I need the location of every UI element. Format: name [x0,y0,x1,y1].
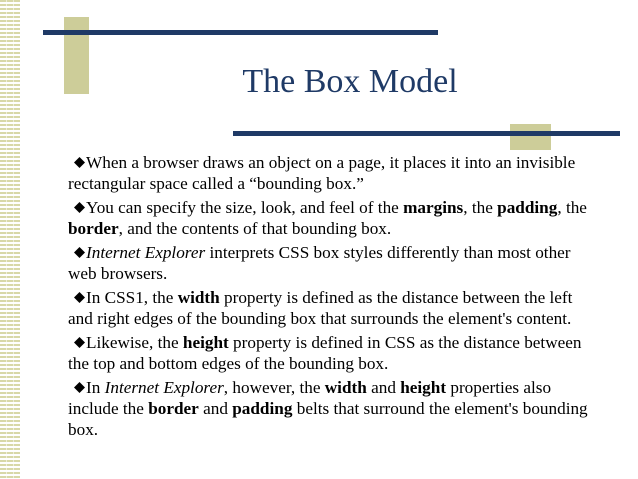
accent-block-top [64,17,89,94]
diamond-bullet-icon [74,292,85,303]
bullet-text: , however, the [223,378,325,397]
bullet-text: In CSS1, the [86,288,178,307]
bullet-text: , the [463,198,498,217]
diamond-bullet-icon [74,382,85,393]
bullet-text: and [366,378,401,397]
bullet-item [68,287,598,329]
diamond-bullet-icon [74,247,85,258]
bullet-text: Likewise, the [86,333,183,352]
bullet-text: properties also include the [68,378,552,418]
decorative-stripe-band [0,0,20,479]
bullet-text: interprets CSS box styles differently than most other web browsers. [68,243,571,283]
bullet-text: property is defined in CSS as the distance between the top and bottom edges of the bounding box. [68,333,582,373]
italic-term: Internet Explorer [104,378,224,397]
bold-term: height [400,378,447,397]
italic-term: Internet Explorer [86,243,206,262]
bold-term: height [182,333,229,352]
bold-term: padding [232,399,293,418]
bullet-item [68,332,598,374]
bullet-text: belts that surround the element's bounding box. [68,399,588,439]
accent-line-right [233,131,620,136]
bold-term: width [324,378,367,397]
bullet-text: When a browser draws an object on a page, it places it into an invisible rectangular space called a “bounding box.” [68,153,576,193]
bullet-item [68,197,598,239]
bullet-text: and [198,399,233,418]
diamond-bullet-icon [74,202,85,213]
bullet-text: , the [557,198,587,217]
diamond-bullet-icon [74,337,85,348]
bullet-text: In [86,378,105,397]
accent-line-top [43,30,438,35]
diamond-bullet-icon [74,157,85,168]
bullet-item [68,152,598,194]
bold-term: margins [403,198,464,217]
bold-term: border [148,399,199,418]
bullet-text: , and the contents of that bounding box. [118,219,392,238]
bullet-text: You can specify the size, look, and feel of the [86,198,404,217]
slide-title: The Box Model [242,63,458,100]
bold-term: width [177,288,220,307]
bullet-item [68,242,598,284]
bullet-item [68,377,598,440]
bold-term: border [68,219,119,238]
bullet-list [68,152,598,443]
accent-block-right [510,124,551,150]
bullet-text: property is defined as the distance between the left and right edges of the bounding box that surrounds the element's content. [68,288,573,328]
bold-term: padding [497,198,558,217]
